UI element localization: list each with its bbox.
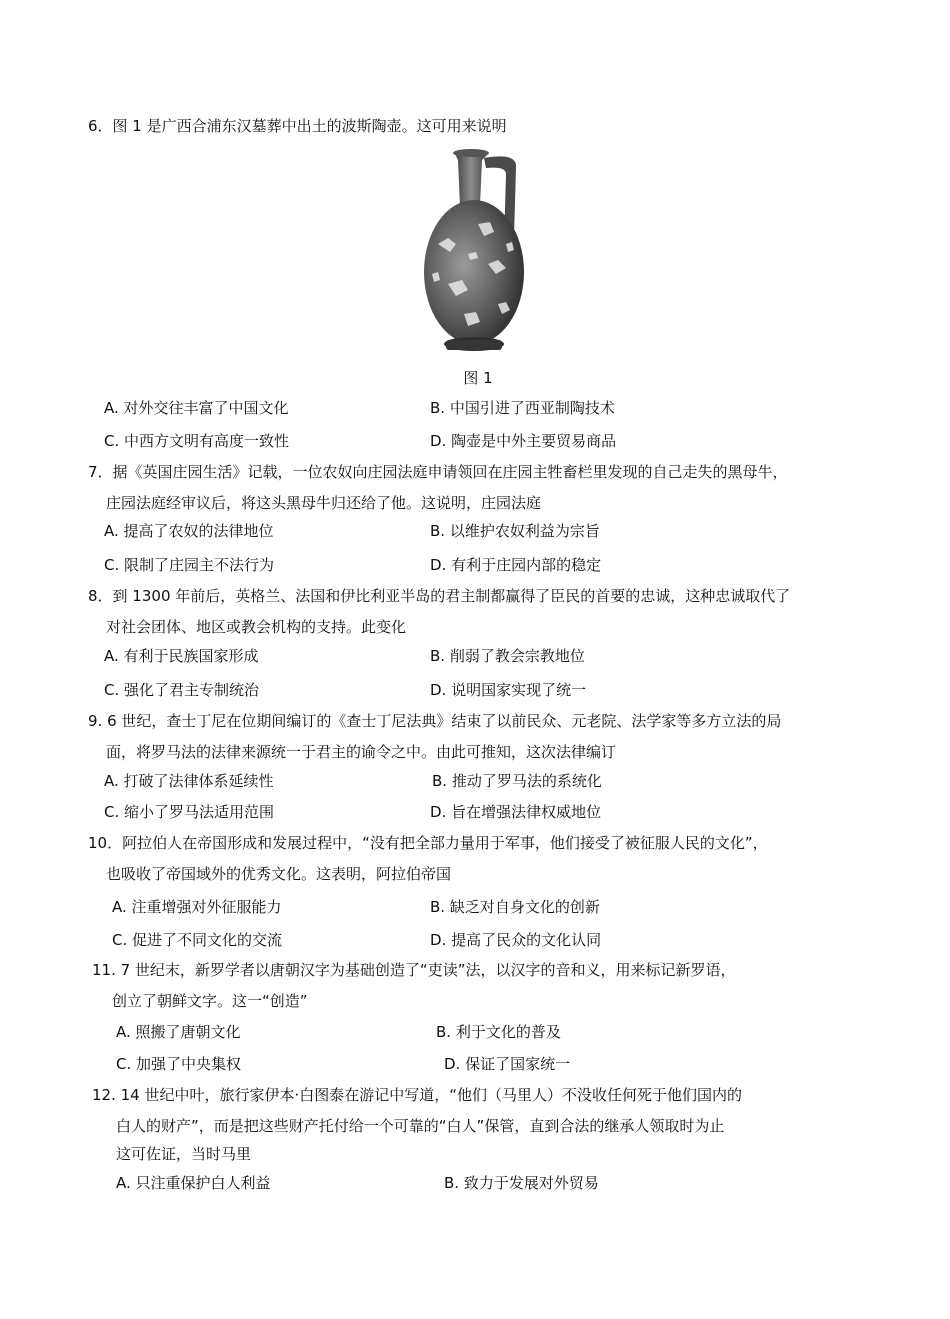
- question-9-stem: 9. 6 世纪，查士丁尼在位期间编订的《查士丁尼法典》结束了以前民众、元老院、法学家等多方立法的局: [88, 712, 782, 730]
- q9-option-d[interactable]: D. 旨在增强法律权威地位: [430, 803, 602, 821]
- q8-option-b[interactable]: B. 削弱了教会宗教地位: [430, 647, 585, 665]
- q7-option-d[interactable]: D. 有利于庄园内部的稳定: [430, 556, 602, 574]
- q8-option-a[interactable]: A. 有利于民族国家形成: [104, 647, 259, 665]
- question-12-stem-cont-2: 这可佐证，当时马里: [116, 1145, 252, 1163]
- question-11-stem-cont: 创立了朝鲜文字。这一“创造”: [112, 992, 308, 1010]
- q11-option-d[interactable]: D. 保证了国家统一: [444, 1055, 571, 1073]
- q6-option-c[interactable]: C. 中西方文明有高度一致性: [104, 432, 290, 450]
- q10-option-c[interactable]: C. 促进了不同文化的交流: [112, 931, 283, 949]
- q7-option-b[interactable]: B. 以维护农奴利益为宗旨: [430, 522, 600, 540]
- question-9-stem-cont: 面，将罗马法的法律来源统一于君主的谕令之中。由此可推知，这次法律编订: [106, 743, 617, 761]
- question-7-stem-cont: 庄园法庭经审议后，将这头黑母牛归还给了他。这说明，庄园法庭: [106, 494, 542, 512]
- q6-option-a[interactable]: A. 对外交往丰富了中国文化: [104, 399, 289, 417]
- question-6-stem: 6．图 1 是广西合浦东汉墓葬中出土的波斯陶壶。这可用来说明: [88, 117, 507, 135]
- q11-option-c[interactable]: C. 加强了中央集权: [116, 1055, 242, 1073]
- question-12-stem-cont-1: 白人的财产”，而是把这些财产托付给一个可靠的“白人”保管，直到合法的继承人领取时为止: [116, 1117, 725, 1135]
- q7-option-a[interactable]: A. 提高了农奴的法律地位: [104, 522, 274, 540]
- q8-option-c[interactable]: C. 强化了君主专制统治: [104, 681, 260, 699]
- figure-1-caption: 图 1: [463, 369, 493, 387]
- question-8-stem: 8．到 1300 年前后，英格兰、法国和伊比利亚半岛的君主制都赢得了臣民的首要的忠诚，这种忠诚取代了: [88, 587, 791, 605]
- q7-option-c[interactable]: C. 限制了庄园主不法行为: [104, 556, 275, 574]
- q9-option-a[interactable]: A. 打破了法律体系延续性: [104, 772, 274, 790]
- q9-option-c[interactable]: C. 缩小了罗马法适用范围: [104, 803, 275, 821]
- question-10-stem-cont: 也吸收了帝国域外的优秀文化。这表明，阿拉伯帝国: [106, 865, 452, 883]
- question-11-stem: 11. 7 世纪末，新罗学者以唐朝汉字为基础创造了“吏读”法，以汉字的音和义，用来标记新罗语，: [92, 961, 736, 979]
- q10-option-a[interactable]: A. 注重增强对外征服能力: [112, 898, 282, 916]
- question-8-stem-cont: 对社会团体、地区或教会机构的支持。此变化: [106, 618, 407, 636]
- q6-option-d[interactable]: D. 陶壶是中外主要贸易商品: [430, 432, 617, 450]
- question-12-stem: 12. 14 世纪中叶，旅行家伊本·白图泰在游记中写道，“他们（马里人）不没收任何死于他们国内的: [92, 1086, 743, 1104]
- q11-option-a[interactable]: A. 照搬了唐朝文化: [116, 1023, 241, 1041]
- q9-option-b[interactable]: B. 推动了罗马法的系统化: [432, 772, 602, 790]
- q11-option-b[interactable]: B. 利于文化的普及: [436, 1023, 561, 1041]
- q10-option-d[interactable]: D. 提高了民众的文化认同: [430, 931, 602, 949]
- q10-option-b[interactable]: B. 缺乏对自身文化的创新: [430, 898, 600, 916]
- q12-option-b[interactable]: B. 致力于发展对外贸易: [444, 1174, 599, 1192]
- q12-option-a[interactable]: A. 只注重保护白人利益: [116, 1174, 271, 1192]
- q6-option-b[interactable]: B. 中国引进了西亚制陶技术: [430, 399, 615, 417]
- persian-pottery-jug-image: [418, 144, 532, 364]
- q8-option-d[interactable]: D. 说明国家实现了统一: [430, 681, 587, 699]
- question-7-stem: 7．据《英国庄园生活》记载，一位农奴向庄园法庭申请领回在庄园主牲畜栏里发现的自己走失的黑母牛，: [88, 463, 788, 481]
- question-10-stem: 10．阿拉伯人在帝国形成和发展过程中，“没有把全部力量用于军事，他们接受了被征服人民的文化”，: [88, 834, 768, 852]
